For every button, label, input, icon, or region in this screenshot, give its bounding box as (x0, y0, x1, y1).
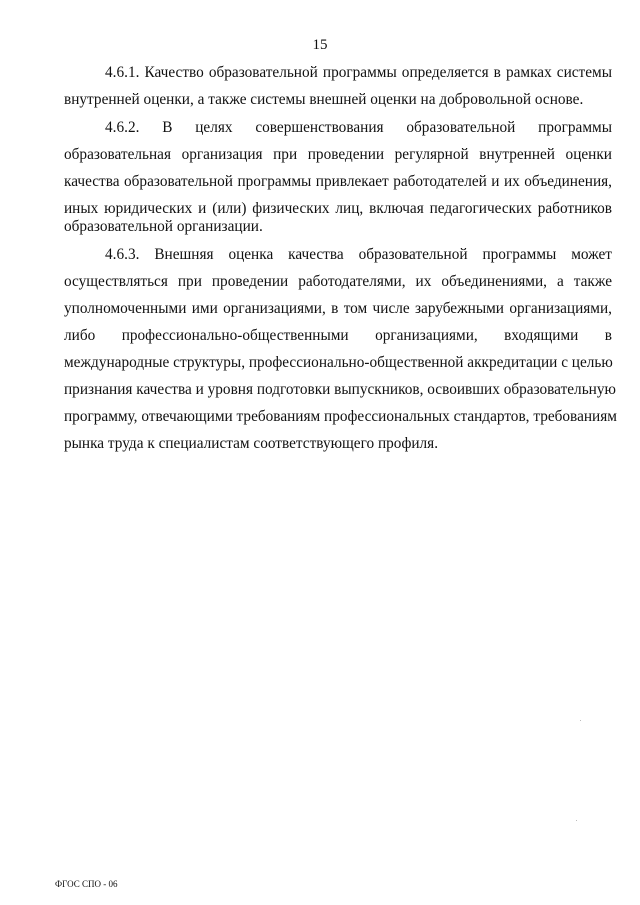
scan-speck (580, 720, 581, 721)
paragraph-line: образовательная организация при проведении регулярной внутренней оценки (64, 146, 612, 163)
paragraph-line: уполномоченными ими организациями, в том числе зарубежными организациями, (64, 300, 612, 317)
paragraph-line: 4.6.1. Качество образовательной программы определяется в рамках системы (105, 64, 612, 81)
paragraph-line: качества образовательной программы привлекает работодателей и их объединения, (64, 173, 612, 190)
paragraph-line: признания качества и уровня подготовки выпускников, освоивших образовательную (64, 381, 616, 398)
paragraph-line: 4.6.3. Внешняя оценка качества образовательной программы может (105, 246, 612, 263)
paragraph-line: рынка труда к специалистам соответствующего профиля. (64, 435, 439, 452)
paragraph-line: международные структуры, профессионально-общественной аккредитации с целью (64, 354, 613, 371)
paragraph-line: программу, отвечающими требованиям профессиональных стандартов, требованиям (64, 408, 617, 425)
paragraph-line: образовательной организации. (64, 218, 263, 235)
scan-speck (576, 820, 577, 821)
page-number: 15 (312, 37, 328, 53)
paragraph-line: внутренней оценки, а также системы внешней оценки на добровольной основе. (64, 91, 584, 108)
paragraph-line: 4.6.2. В целях совершенствования образовательной программы (105, 119, 612, 136)
footer-label: ФГОС СПО - 06 (55, 879, 118, 889)
paragraph-line: либо профессионально-общественными организациями, входящими в (64, 327, 612, 344)
paragraph-line: иных юридических и (или) физических лиц, включая педагогических работников (64, 200, 612, 217)
paragraph-line: осуществляться при проведении работодателями, их объединениями, а также (64, 273, 612, 290)
